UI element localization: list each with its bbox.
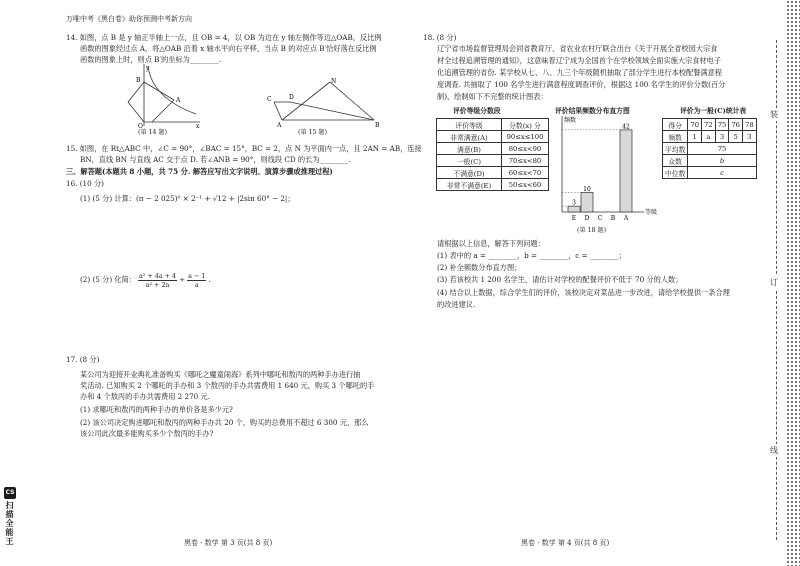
table-cell: b [688,155,756,167]
bar-value-label-E: 3 [572,199,576,207]
grade-range-table [436,118,549,191]
q18-sub-4-cont: 的改进建议. [437,300,476,309]
table-cell: 80≤x<90 [502,143,549,155]
table-cell: 76 [729,119,743,131]
camscanner-watermark [4,487,18,557]
table-cell: 3 [743,131,757,143]
fraction-1 [138,272,177,289]
bar-A [620,130,632,212]
table-cell: 3 [715,131,729,143]
segment-DB [290,102,374,120]
table-cell: 75 [688,143,756,155]
table-row [663,155,757,167]
segment-AN [282,82,330,120]
segment-NB [330,82,374,120]
binding-dots [786,0,800,566]
fraction-1-denominator: a² + 2a [145,281,170,289]
table-cell: 90≤x≤100 [502,131,549,143]
grade-c-stats-table [662,118,757,179]
page-4-footer: 黑卷 · 数学 第 4 页(共 8 页) [521,539,610,547]
table-cell: 78 [743,119,757,131]
table-cell: 得分 [663,119,688,131]
table1-title: 评价等级分数段 [453,107,501,115]
q15-line-2: BN，直线 BN 与直线 AC 交于点 D. 若∠ANB = 90°，则线段 CD 的长为________. [80,155,351,164]
q14-line-1: 14. 如图，点 B 是 y 轴正半轴上一点，且 OB = 4，以 OB 为边在 y 轴左侧作等边△OAB，反比例 [66,33,382,42]
fig15-label-B: B [375,122,380,128]
q17-line-6: 该公司此次最多能购买多少个敖丙的手办? [80,429,214,438]
fig14-label-A: A [176,97,181,104]
table-cell: 非常满意(A) [437,131,502,143]
q17-line-3: 办和 4 个敖丙的手办共需费用 2 270 元. [80,392,211,401]
fraction-1-numerator: a² + 4a + 4 [138,272,177,280]
q18-line-4: 度调查. 共抽取了 100 名学生进行满意程度调查评价，根据这 100 名学生的评价分数(百分 [437,80,726,89]
fraction-2 [187,272,206,289]
q15-line-1: 15. 如图，在 Rt△ABC 中，∠C = 90°，∠BAC = 15°，BC = 2，点 N 为平面内一点，且 2AN = AB，连接 [66,144,422,153]
binding-label-ding: 订 [770,278,778,287]
side-A2-O2 [152,100,174,122]
table-cell: 众数 [663,155,688,167]
section-3-heading: 三、解答题(本题共 8 小题，共 75 分. 解答应写出文字说明、演算步骤或推理过程) [66,167,333,176]
page-3-footer: 黑卷 · 数学 第 3 页(共 8 页) [184,539,273,547]
q18-line-2: 材全过程追溯管理的通知》，这意味着辽宁成为全国首个在学校领域全面实施大宗食材电子 [437,56,721,65]
q16-part2-suffix: . [208,275,211,285]
table-cell: 72 [702,119,716,131]
q14-line-3: 函数的图象上时，则点 B′的坐标为________. [80,55,221,64]
table-row [437,143,549,155]
q17-line-2: 奖活动. 已知购买 2 个哪吒的手办和 3 个敖丙的手办共需费用 1 640 元，购买 3 个哪吒的手 [80,381,375,390]
q18-sub-1: (1) 表中的 a = ________，b = ________，c = ________； [437,251,626,260]
fraction-2-numerator: a − 1 [188,272,206,280]
table-row [437,155,549,167]
x-tick-label: B [610,215,616,222]
table-cell: 不满意(D) [437,167,502,179]
q16-title: 16. (10 分) [66,179,104,188]
fig14-label-y: y [146,65,150,72]
fig14-label-B: B [136,77,141,84]
q18-prompt: 请根据以上信息，解答下列问题： [437,239,545,248]
q18-line-1: 辽宁省市场监督管理局会同省教育厅、省农业农村厅联合出台《关于开展全省校园大宗食 [437,44,718,53]
table-cell: 70≤x<80 [502,155,549,167]
table-cell: 中位数 [663,167,688,179]
table-row [663,167,757,179]
figure-15 [264,76,382,128]
bar-D [581,192,593,212]
q17-line-1: 某公司为迎接开业典礼准备购买《哪吒之魔童闹海》系列中哪吒和敖丙的两种手办进行抽 [80,370,361,379]
table-cell: 5 [729,131,743,143]
table-cell: 非常不满意(E) [437,179,502,191]
table-cell: 75 [715,119,729,131]
camscanner-logo: CS [4,487,16,499]
table-cell: a [702,131,716,143]
fig14-label-x: x [196,123,200,128]
figure-14 [122,62,202,128]
q17-title: 17. (8 分) [66,355,100,364]
q18-sub-4: (4) 结合以上数据，综合学生们的评价，该校决定对菜品进一步改进，请给学校提供一条合理 [437,288,730,297]
table1-header-row [437,119,549,131]
camscanner-text: 扫描全能王 [5,501,14,546]
q16-part-2 [80,272,211,289]
chart-layer [562,116,657,222]
q18-sub-3: (3) 若该校共 1 200 名学生，请估计对学校的配餐评价不低于 70 分的人数； [437,275,683,284]
divide-operator: ÷ [179,275,186,285]
x-tick-label: E [571,215,577,222]
fig15-label-C: C [267,96,272,103]
table-row [663,131,757,143]
q16-part-1: (1) (5 分) 计算：(π − 2 025)⁰ × 2⁻¹ + √12 + |2sin 60° − 2|； [80,194,295,203]
binding-label-xian: 线 [770,446,778,455]
table1-header: 评价等级 [437,119,502,131]
q18-title: 18. (8 分) [423,33,457,42]
fig15-label-N: N [331,78,337,85]
hyperbola-curve [148,66,196,114]
table-cell: 70 [688,119,702,131]
table-cell: 50≤x<60 [502,179,549,191]
header-slogan: 万唯中考《黑白卷》助你预测中考新方向 [66,15,192,23]
fraction-2-denominator: a [194,281,199,289]
table-cell: 60≤x<70 [502,167,549,179]
x-tick-label: C [597,215,603,222]
fig15-label-A: A [277,122,282,128]
chart-caption: (第 18 题) [577,227,607,234]
table2-title: 评价为一般(C)统计表 [680,107,747,115]
side-AO [128,102,144,122]
table-row [437,167,549,179]
fig15-label-D: D [289,94,294,101]
table-row [437,179,549,191]
bar-value-label-D: 10 [583,185,591,193]
x-tick-label: D [584,215,590,222]
q16-part2-prefix: (2) (5 分) 化简： [80,275,136,285]
q18-line-5: 制)，绘制如下不完整的统计图表： [437,92,548,101]
bar-E [568,206,580,212]
y-axis-label: 频数 [564,117,577,124]
table-row [663,143,757,155]
q18-sub-2: (2) 补全频数分布直方图； [437,263,522,272]
frequency-histogram [548,114,658,226]
binding-label-zhuang: 装 [770,110,778,119]
table1-header: 分数(x) 分 [502,119,549,131]
q14-line-2: 函数的图象经过点 A，将△OAB 沿着 x 轴水平向右平移，当点 B 的对应点 B′恰好落在反比例 [80,44,377,53]
table-cell: 一般(C) [437,155,502,167]
table-cell: 平均数 [663,143,688,155]
binding-margin [760,0,800,566]
table-cell: c [688,167,756,179]
bar-value-label-A: 42 [622,123,630,131]
q17-line-4: (1) 求哪吒和敖丙的两种手办的单价各是多少元? [80,405,233,414]
fig14-label-O: O [138,123,143,128]
table-row [437,131,549,143]
x-axis-label: 等级 [645,209,658,216]
fig14-caption: (第 14 题) [138,129,168,136]
segment-CA [274,102,282,120]
q17-line-5: (2) 该公司决定购进哪吒和敖丙的两种手办共 20 个，购买的总费用不超过 6 300 元，那么 [80,418,369,427]
chart-title: 评价结果频数分布直方图 [555,107,630,115]
table-cell: 1 [688,131,702,143]
table-cell: 频数 [663,131,688,143]
x-tick-label: A [623,215,629,222]
q18-line-3: 化追溯管理的省份. 某学校从七、八、九三个年级随机抽取了部分学生进行本校配餐满意程 [437,68,722,77]
fig15-caption: (第 15 题) [298,129,328,136]
side-BA [128,82,144,102]
table-row [663,119,757,131]
table-cell: 满意(B) [437,143,502,155]
